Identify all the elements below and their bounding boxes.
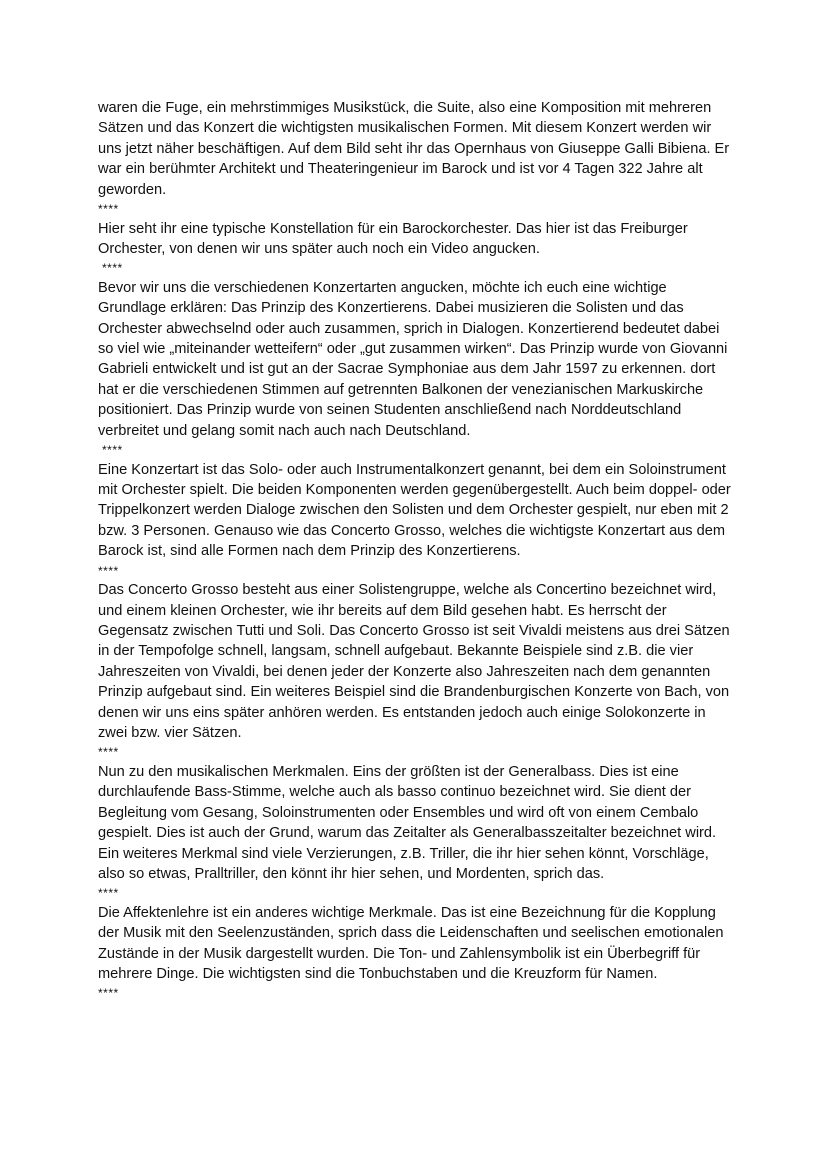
paragraph-concerting-principle: Bevor wir uns die verschiedenen Konzertarten angucken, möchte ich euch eine wichtige Grundlage erklären: Das Prinzip des Konzertierens. Dabei musizieren die Solisten und das Orchester abwechselnd oder auch zusammen, sprich in Dialogen. Konzertierend bedeutet dabei so viel wie „miteinander wetteifern“ oder „gut zusammen wirken“. Das Prinzip wurde von Giovanni Gabrieli entwickelt und ist gut an der Sacrae Symphoniae aus dem Jahr 1597 zu erkennen. dort hat er die verschiedenen Stimmen auf getrennten Balkonen der venezianischen Markuskirche positioniert. Das Prinzip wurde von seinen Studenten anschließend nach Norddeutschland verbreitet und gelang somit nach auch nach Deutschland. <box>98 279 728 439</box>
document-page <box>98 98 738 1003</box>
separator: **** <box>102 443 123 458</box>
separator: **** <box>98 202 119 217</box>
separator: **** <box>98 986 119 1001</box>
paragraph-solo-concerto: Eine Konzertart ist das Solo- oder auch Instrumentalkonzert genannt, bei dem ein Soloinstrument mit Orchester spielt. Die beiden Komponenten werden gegenübergestellt. Auch beim doppel- oder Trippelkonzert werden Dialoge zwischen den Solisten und dem Orchester gespielt, nur eben mit 2 bzw. 3 Personen. Genauso wie das Concerto Grosso, welches die wichtigste Konzertart aus dem Barock ist, sind alle Formen nach dem Prinzip des Konzertierens. <box>98 461 731 560</box>
paragraph-baroque-orchestra: Hier seht ihr eine typische Konstellation für ein Barockorchester. Das hier ist das Freiburger Orchester, von denen wir uns später auch noch ein Video angucken. <box>98 220 688 257</box>
separator: **** <box>102 261 123 276</box>
paragraph-musical-features: Nun zu den musikalischen Merkmalen. Eins der größten ist der Generalbass. Dies ist eine durchlaufende Bass-Stimme, welche auch als basso continuo bezeichnet wird. Sie dient der Begleitung vom Gesang, Soloinstrumenten oder Ensembles und wird oft von einem Cembalo gespielt. Dies ist auch der Grund, warum das Zeitalter als Generalbasszeitalter bezeichnet wird. Ein weiteres Merkmal sind viele Verzierungen, z.B. Triller, die ihr hier sehen könnt, Vorschläge, also so etwas, Pralltriller, den könnt ihr hier sehen, und Mordenten, sprich das. <box>98 763 717 882</box>
paragraph-baroque-forms: waren die Fuge, ein mehrstimmiges Musikstück, die Suite, also eine Komposition mit mehreren Sätzen und das Konzert die wichtigsten musikalischen Formen. Mit diesem Konzert werden wir uns jetzt näher beschäftigen. Auf dem Bild seht ihr das Opernhaus von Giuseppe Galli Bibiena. Er war ein berühmter Architekt und Theateringenieur im Barock und ist vor 4 Tagen 322 Jahre alt geworden. <box>98 100 730 198</box>
paragraph-concerto-grosso: Das Concerto Grosso besteht aus einer Solistengruppe, welche als Concertino bezeichnet wird, und einem kleinen Orchester, wie ihr bereits auf dem Bild gesehen habt. Es herrscht der Gegensatz zwischen Tutti und Soli. Das Concerto Grosso ist seit Vivaldi meistens aus drei Sätzen in der Tempofolge schnell, langsam, schnell aufgebaut. Bekannte Beispiele sind z.B. die vier Jahreszeiten von Vivaldi, bei denen jeder der Konzerte also Jahreszeiten nach dem genannten Prinzip aufgebaut sind. Ein weiteres Beispiel sind die Brandenburgischen Konzerte von Bach, von denen wir uns eins später anhören werden. Es entstanden jedoch auch einige Solokonzerte in zwei bzw. vier Sätzen. <box>98 582 730 741</box>
separator: **** <box>98 563 119 578</box>
separator: **** <box>98 745 119 760</box>
separator: **** <box>98 886 119 901</box>
paragraph-affect-theory: Die Affektenlehre ist ein anderes wichtige Merkmale. Das ist eine Bezeichnung für die Kopplung der Musik mit den Seelenzuständen, sprich dass die Leidenschaften und seelischen emotionalen Zustände in der Musik dargestellt wurden. Die Ton- und Zahlensymbolik ist ein Überbegriff für mehrere Dinge. Die wichtigsten sind die Tonbuchstaben und die Kreuzform für Namen. <box>98 904 724 983</box>
